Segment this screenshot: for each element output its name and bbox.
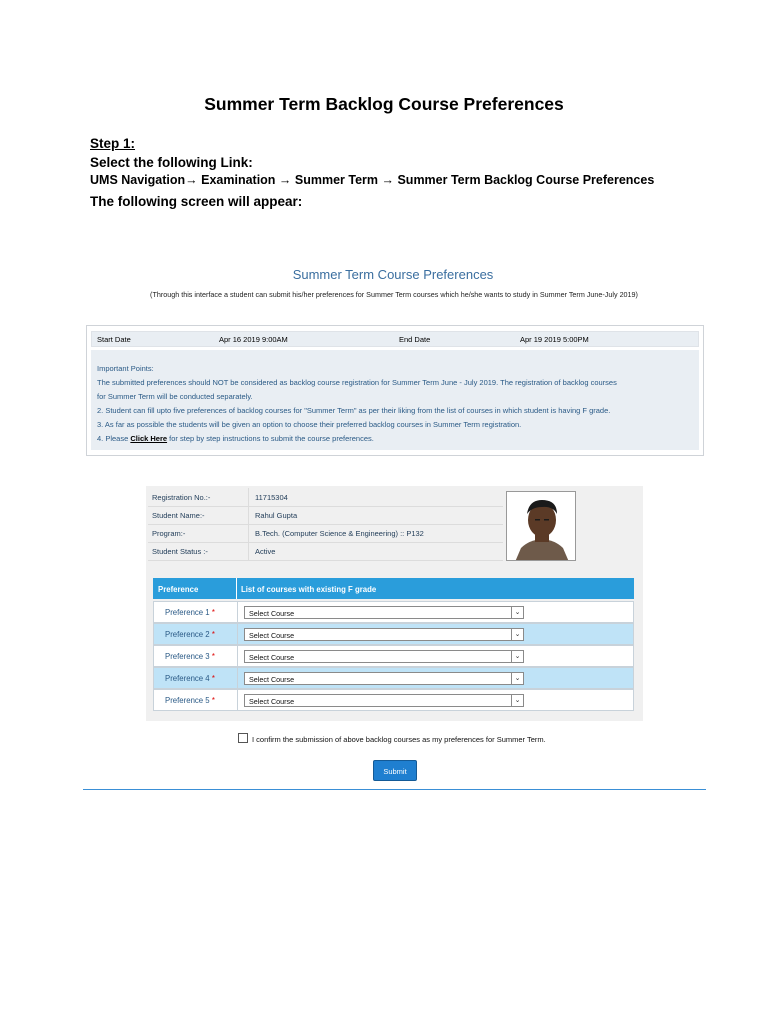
registration-value: 11715304 xyxy=(255,493,288,502)
click-here-link[interactable]: Click Here xyxy=(130,434,168,443)
divider-line xyxy=(83,789,706,790)
chevron-down-icon: ⌄ xyxy=(511,673,523,684)
chevron-down-icon: ⌄ xyxy=(511,629,523,640)
photo-cell xyxy=(503,488,638,560)
start-date-label: Start Date xyxy=(97,335,131,344)
preference-column-header: Preference xyxy=(158,585,199,594)
program-label: Program:- xyxy=(152,529,186,538)
courses-column-header: List of courses with existing F grade xyxy=(241,585,377,594)
student-name-label: Student Name:- xyxy=(152,511,205,520)
student-panel xyxy=(146,486,643,721)
required-mark: * xyxy=(211,652,215,661)
point-1a: The submitted preferences should NOT be considered as backlog course registration for Summer Term June - July 2019. The registration of backlog courses xyxy=(97,378,617,387)
student-status-label: Student Status :- xyxy=(152,547,208,556)
chevron-down-icon: ⌄ xyxy=(511,607,523,618)
preference-5-select[interactable] xyxy=(244,694,524,707)
preference-1-select[interactable] xyxy=(244,606,524,619)
point-4 xyxy=(97,434,374,443)
preference-row-4 xyxy=(153,667,634,689)
preference-5-selected-value: Select Course xyxy=(249,697,295,706)
program-row xyxy=(148,524,503,543)
student-status-row xyxy=(148,542,503,561)
point-3: 3. As far as possible the students will be given an option to choose their preferred backlog courses in Summer Term registration. xyxy=(97,420,522,429)
preference-4-selected-value: Select Course xyxy=(249,675,295,684)
preference-row-5 xyxy=(153,689,634,711)
student-name-value: Rahul Gupta xyxy=(255,511,298,520)
point-4-suffix: for step by step instructions to submit the course preferences. xyxy=(169,434,374,443)
preference-row-1 xyxy=(153,601,634,623)
info-box xyxy=(86,325,704,456)
point-4-prefix: 4. Please xyxy=(97,434,129,443)
registration-row xyxy=(148,488,503,507)
preference-3-label: Preference 3 xyxy=(165,652,210,661)
preferences-header xyxy=(153,578,634,599)
preference-3-select[interactable] xyxy=(244,650,524,663)
instruction-screen-appear: The following screen will appear: xyxy=(90,194,303,209)
student-info-table xyxy=(148,488,503,560)
chevron-down-icon: ⌄ xyxy=(511,695,523,706)
preference-2-selected-value: Select Course xyxy=(249,631,295,640)
step-heading: Step 1: xyxy=(90,136,136,151)
important-points-heading: Important Points: xyxy=(97,364,154,373)
end-date-value: Apr 19 2019 5:00PM xyxy=(520,335,589,344)
preference-2-label: Preference 2 xyxy=(165,630,210,639)
confirm-label: I confirm the submission of above backlog courses as my preferences for Summer Term. xyxy=(252,735,546,744)
instruction-select-link: Select the following Link: xyxy=(90,155,253,170)
chevron-down-icon: ⌄ xyxy=(511,651,523,662)
preference-row-2 xyxy=(153,623,634,645)
end-date-label: End Date xyxy=(399,335,431,344)
preference-5-label: Preference 5 xyxy=(165,696,210,705)
program-value: B.Tech. (Computer Science & Engineering) :: P132 xyxy=(255,529,424,538)
required-mark: * xyxy=(211,674,215,683)
preference-1-selected-value: Select Course xyxy=(249,609,295,618)
form-subtitle: (Through this interface a student can submit his/her preferences for Summer Term courses which he/she wants to study in Summer Term June-July 2019) xyxy=(150,290,638,299)
start-date-value: Apr 16 2019 9:00AM xyxy=(219,335,288,344)
required-mark: * xyxy=(211,696,215,705)
confirm-checkbox[interactable] xyxy=(238,733,248,743)
registration-label: Registration No.:- xyxy=(152,493,211,502)
preference-1-label: Preference 1 xyxy=(165,608,210,617)
preference-row-3 xyxy=(153,645,634,667)
preference-3-selected-value: Select Course xyxy=(249,653,295,662)
preference-4-select[interactable] xyxy=(244,672,524,685)
required-mark: * xyxy=(211,630,215,639)
date-row xyxy=(91,331,699,347)
point-2: 2. Student can fill upto five preferences of backlog courses for "Summer Term" as per their liking from the list of courses in which student is having F grade. xyxy=(97,406,611,415)
navigation-path: UMS Navigation→ Examination → Summer Term → Summer Term Backlog Course Preferences xyxy=(90,173,655,187)
student-photo xyxy=(506,491,576,561)
student-photo-icon xyxy=(507,492,576,561)
preference-2-select[interactable] xyxy=(244,628,524,641)
student-status-value: Active xyxy=(255,547,276,556)
preference-4-label: Preference 4 xyxy=(165,674,210,683)
submit-button[interactable]: Submit xyxy=(373,760,417,781)
confirm-row xyxy=(238,733,546,744)
form-title: Summer Term Course Preferences xyxy=(292,267,494,282)
document-title: Summer Term Backlog Course Preferences xyxy=(204,94,564,114)
important-points xyxy=(91,350,699,450)
required-mark: * xyxy=(211,608,215,617)
student-name-row xyxy=(148,506,503,525)
point-1b: for Summer Term will be conducted separately. xyxy=(97,392,253,401)
